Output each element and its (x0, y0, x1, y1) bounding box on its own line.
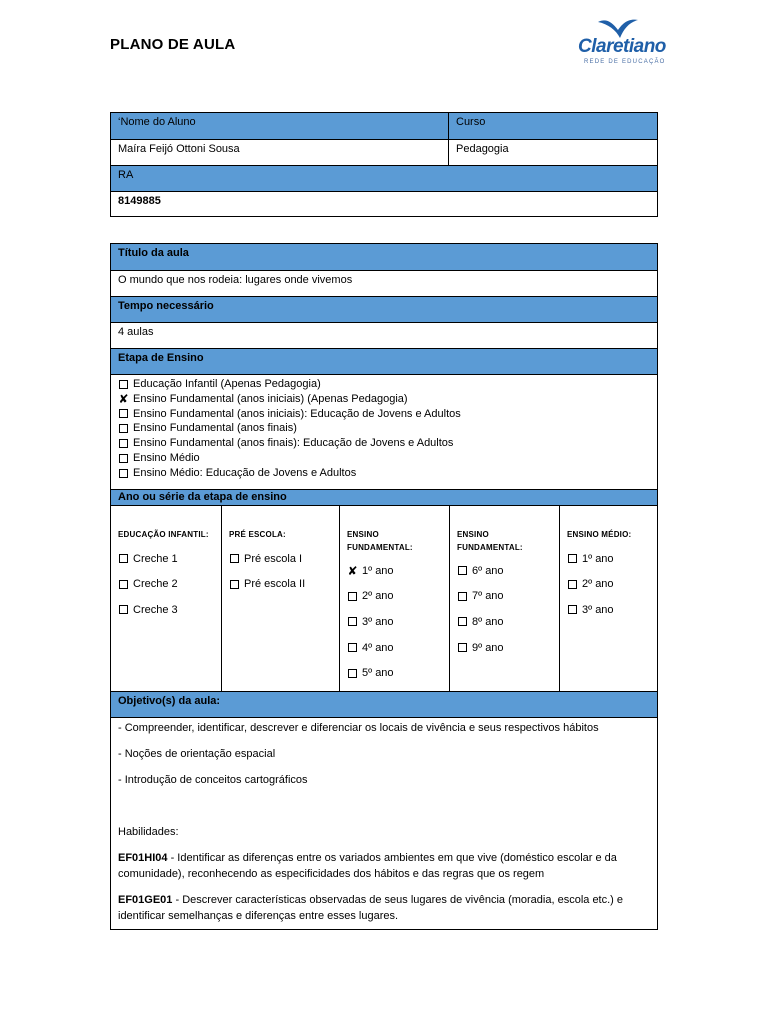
objective-item: - Noções de orientação espacial (118, 748, 276, 760)
year-option[interactable]: 4º ano (347, 635, 442, 661)
year-label: Ano ou série da etapa de ensino (118, 491, 287, 503)
checkbox-icon (348, 669, 357, 678)
stage-option[interactable]: Ensino Fundamental (anos iniciais): Educação de Jovens e Adultos (118, 407, 650, 422)
skill-code: EF01HI04 (118, 852, 168, 864)
year-option[interactable]: 2º ano (567, 572, 650, 598)
stage-option[interactable]: Ensino Fundamental (anos finais): Educação de Jovens e Adultos (118, 436, 650, 451)
stage-option[interactable]: ✘ Ensino Fundamental (anos iniciais) (Apenas Pedagogia) (118, 392, 408, 407)
column-heading: PRÉ ESCOLA: (229, 530, 286, 539)
lesson-title-label: Título da aula (118, 247, 189, 259)
checkbox-icon (348, 643, 357, 652)
year-option[interactable]: ✘ 1º ano (347, 563, 394, 578)
checkbox-icon (119, 580, 128, 589)
objectives-body (111, 718, 657, 929)
year-column-medio (559, 506, 657, 691)
time-label: Tempo necessário (118, 300, 214, 312)
course-value: Pedagogia (448, 140, 657, 165)
year-column-fundamental-1 (339, 506, 449, 691)
claretiano-logo (578, 16, 666, 70)
checkbox-icon (119, 469, 128, 478)
checkbox-icon (458, 566, 467, 575)
skill-text: - Identificar as diferenças entre os variados ambientes em que vive (doméstico escolar e da comunidade), reconhecendo as especificidades dos hábitos e das regras que os regem (118, 852, 617, 880)
lesson-table (110, 243, 658, 930)
year-option[interactable]: Creche 2 (118, 572, 214, 598)
checkbox-icon (119, 424, 128, 433)
year-option[interactable]: 6º ano (457, 558, 552, 584)
year-option[interactable]: 8º ano (457, 609, 552, 635)
checked-x-icon: ✘ (347, 563, 358, 578)
checkbox-icon (119, 554, 128, 563)
checkbox-icon (119, 380, 128, 389)
checkbox-icon (458, 617, 467, 626)
checkbox-icon (458, 592, 467, 601)
year-column-infantil (111, 506, 221, 691)
year-option[interactable]: 9º ano (457, 635, 552, 661)
stage-option[interactable]: Educação Infantil (Apenas Pedagogia) (118, 377, 650, 392)
objective-item: - Compreender, identificar, descrever e diferenciar os locais de vivência e seus respectivos hábitos (118, 722, 599, 734)
year-option[interactable]: Creche 3 (118, 597, 214, 623)
logo-tagline: REDE DE EDUCAÇÃO (584, 59, 666, 65)
year-option[interactable]: Pré escola I (229, 546, 332, 572)
year-option[interactable]: 3º ano (347, 609, 442, 635)
skill-code: EF01GE01 (118, 894, 173, 906)
skill-item (118, 892, 650, 924)
year-column-pre-escola (221, 506, 339, 691)
checkbox-icon (458, 643, 467, 652)
checkbox-icon (348, 592, 357, 601)
skill-item (118, 850, 650, 882)
checkbox-icon (119, 409, 128, 418)
year-option[interactable]: 1º ano (567, 546, 650, 572)
checkbox-icon (230, 554, 239, 563)
year-column-fundamental-2 (449, 506, 559, 691)
ra-value: 8149885 (118, 195, 161, 207)
skills-label: Habilidades: (118, 826, 179, 838)
checkbox-icon (568, 580, 577, 589)
checkbox-icon (568, 605, 577, 614)
skill-text: - Descrever características observadas de seus lugares de vivência (moradia, escola etc.) e identificar semelhanças e diferenças entre esses lugares. (118, 894, 624, 922)
year-option[interactable]: Pré escola II (229, 572, 332, 598)
objective-item: - Introdução de conceitos cartográficos (118, 774, 308, 786)
student-table (110, 112, 658, 217)
checkbox-icon (348, 617, 357, 626)
student-name-value: Maíra Feijó Ottoni Sousa (118, 143, 240, 155)
year-option[interactable]: 5º ano (347, 660, 442, 686)
checkbox-icon (568, 554, 577, 563)
year-option[interactable]: Creche 1 (118, 546, 214, 572)
document-title: PLANO DE AULA (110, 36, 236, 53)
column-heading: ENSINO FUNDAMENTAL: (457, 530, 523, 552)
column-heading: ENSINO FUNDAMENTAL: (347, 530, 413, 552)
stage-option[interactable]: Ensino Médio: Educação de Jovens e Adultos (118, 466, 650, 481)
stage-options (111, 375, 657, 489)
checkbox-icon (119, 605, 128, 614)
checked-x-icon: ✘ (118, 392, 129, 407)
stage-label: Etapa de Ensino (118, 352, 204, 364)
objectives-label: Objetivo(s) da aula: (118, 695, 221, 707)
logo-name: Claretiano (578, 36, 666, 57)
stage-option[interactable]: Ensino Médio (118, 451, 650, 466)
year-option[interactable]: 3º ano (567, 597, 650, 623)
checkbox-icon (230, 580, 239, 589)
ra-label: RA (118, 169, 134, 181)
student-name-label: ‘Nome do Aluno (118, 116, 196, 128)
year-grid (111, 505, 657, 691)
stage-option[interactable]: Ensino Fundamental (anos finais) (118, 421, 650, 436)
checkbox-icon (119, 454, 128, 463)
year-option[interactable]: 7º ano (457, 584, 552, 610)
course-label: Curso (448, 113, 657, 139)
checkbox-icon (119, 439, 128, 448)
year-option[interactable]: 2º ano (347, 584, 442, 610)
column-heading: ENSINO MÉDIO: (567, 530, 632, 539)
column-heading: EDUCAÇÃO INFANTIL: (118, 530, 209, 539)
time-value: 4 aulas (118, 326, 154, 338)
lesson-title-value: O mundo que nos rodeia: lugares onde vivemos (118, 274, 353, 286)
